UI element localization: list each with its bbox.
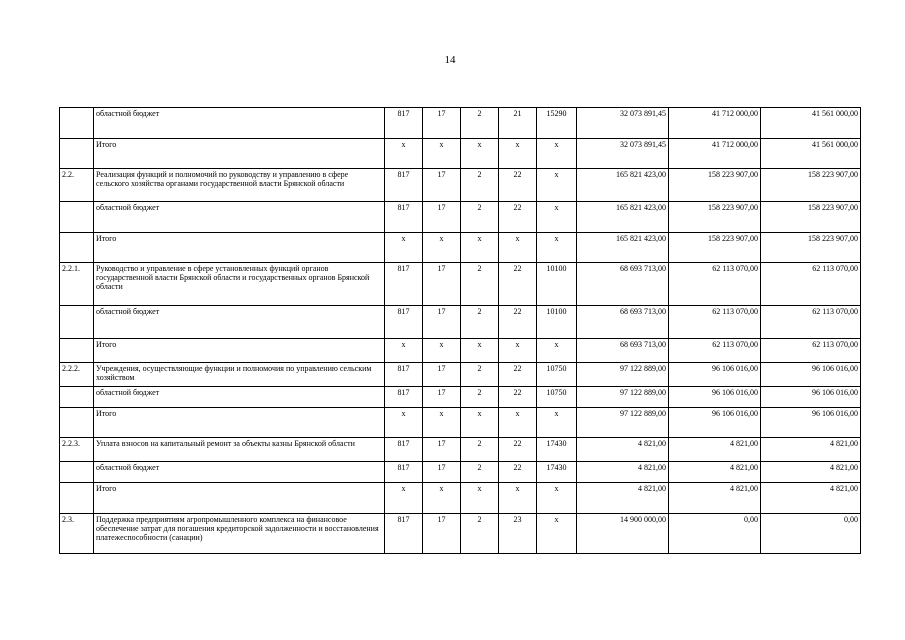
code-program-cell: х bbox=[423, 483, 461, 514]
table-row bbox=[60, 462, 861, 483]
code-subprogram-cell: х bbox=[461, 408, 499, 438]
code-main-event-cell: 22 bbox=[499, 462, 537, 483]
amount-year2-cell: 158 223 907,00 bbox=[669, 169, 761, 202]
code-grbs-cell: 817 bbox=[385, 462, 423, 483]
row-name-cell: областной бюджет bbox=[94, 202, 385, 233]
row-name-cell: Поддержка предприятиям агропромышленного комплекса на финансовое обеспечение затрат для погашения кредиторской задолженности и восстановления платежеспособности (санации) bbox=[94, 514, 385, 554]
code-main-event-cell: 22 bbox=[499, 387, 537, 408]
code-main-event-cell: 22 bbox=[499, 263, 537, 306]
code-subprogram-cell: 2 bbox=[461, 438, 499, 462]
row-number-cell bbox=[60, 202, 94, 233]
code-grbs-cell: 817 bbox=[385, 438, 423, 462]
row-name-cell: областной бюджет bbox=[94, 387, 385, 408]
amount-year2-cell: 62 113 070,00 bbox=[669, 339, 761, 363]
code-program-cell: 17 bbox=[423, 363, 461, 387]
amount-year1-cell: 165 821 423,00 bbox=[577, 233, 669, 263]
table-row bbox=[60, 108, 861, 139]
amount-year1-cell: 97 122 889,00 bbox=[577, 363, 669, 387]
row-number-cell bbox=[60, 483, 94, 514]
code-main-event-cell: 22 bbox=[499, 202, 537, 233]
code-grbs-cell: 817 bbox=[385, 363, 423, 387]
code-main-event-cell: х bbox=[499, 408, 537, 438]
code-program-cell: х bbox=[423, 233, 461, 263]
row-number-cell: 2.3. bbox=[60, 514, 94, 554]
amount-year2-cell: 158 223 907,00 bbox=[669, 233, 761, 263]
amount-year2-cell: 0,00 bbox=[669, 514, 761, 554]
code-direction-cell: 17430 bbox=[537, 462, 577, 483]
row-name-cell: Реализация функций и полномочий по руководству и управлению в сфере сельского хозяйства органами государственной власти Брянской области bbox=[94, 169, 385, 202]
code-direction-cell: х bbox=[537, 233, 577, 263]
amount-year1-cell: 14 900 000,00 bbox=[577, 514, 669, 554]
code-grbs-cell: 817 bbox=[385, 202, 423, 233]
amount-year2-cell: 41 712 000,00 bbox=[669, 139, 761, 169]
code-main-event-cell: х bbox=[499, 339, 537, 363]
code-subprogram-cell: 2 bbox=[461, 306, 499, 339]
code-program-cell: х bbox=[423, 339, 461, 363]
budget-table bbox=[59, 107, 861, 554]
code-grbs-cell: х bbox=[385, 408, 423, 438]
amount-year3-cell: 41 561 000,00 bbox=[761, 139, 861, 169]
code-grbs-cell: 817 bbox=[385, 263, 423, 306]
table-row bbox=[60, 202, 861, 233]
amount-year3-cell: 62 113 070,00 bbox=[761, 306, 861, 339]
row-number-cell bbox=[60, 306, 94, 339]
row-name-cell: Итого bbox=[94, 408, 385, 438]
code-program-cell: х bbox=[423, 408, 461, 438]
amount-year1-cell: 32 073 891,45 bbox=[577, 108, 669, 139]
row-number-cell bbox=[60, 233, 94, 263]
code-subprogram-cell: х bbox=[461, 233, 499, 263]
code-main-event-cell: 22 bbox=[499, 169, 537, 202]
row-number-cell bbox=[60, 339, 94, 363]
amount-year2-cell: 96 106 016,00 bbox=[669, 408, 761, 438]
code-main-event-cell: 22 bbox=[499, 306, 537, 339]
code-grbs-cell: 817 bbox=[385, 169, 423, 202]
amount-year3-cell: 62 113 070,00 bbox=[761, 339, 861, 363]
amount-year2-cell: 158 223 907,00 bbox=[669, 202, 761, 233]
code-main-event-cell: 21 bbox=[499, 108, 537, 139]
code-grbs-cell: 817 bbox=[385, 514, 423, 554]
code-subprogram-cell: х bbox=[461, 139, 499, 169]
code-program-cell: 17 bbox=[423, 169, 461, 202]
code-program-cell: 17 bbox=[423, 202, 461, 233]
table-row bbox=[60, 306, 861, 339]
row-name-cell: Итого bbox=[94, 233, 385, 263]
row-name-cell: Уплата взносов на капитальный ремонт за объекты казны Брянской области bbox=[94, 438, 385, 462]
amount-year1-cell: 4 821,00 bbox=[577, 462, 669, 483]
code-program-cell: 17 bbox=[423, 108, 461, 139]
code-grbs-cell: х bbox=[385, 483, 423, 514]
code-main-event-cell: 22 bbox=[499, 363, 537, 387]
table-row bbox=[60, 139, 861, 169]
code-direction-cell: х bbox=[537, 139, 577, 169]
amount-year3-cell: 158 223 907,00 bbox=[761, 202, 861, 233]
amount-year2-cell: 41 712 000,00 bbox=[669, 108, 761, 139]
row-number-cell bbox=[60, 139, 94, 169]
amount-year3-cell: 4 821,00 bbox=[761, 462, 861, 483]
row-number-cell bbox=[60, 408, 94, 438]
amount-year3-cell: 41 561 000,00 bbox=[761, 108, 861, 139]
row-name-cell: Учреждения, осуществляющие функции и полномочия по управлению сельским хозяйством bbox=[94, 363, 385, 387]
amount-year2-cell: 4 821,00 bbox=[669, 438, 761, 462]
code-program-cell: 17 bbox=[423, 438, 461, 462]
code-program-cell: 17 bbox=[423, 263, 461, 306]
code-direction-cell: х bbox=[537, 408, 577, 438]
amount-year1-cell: 4 821,00 bbox=[577, 438, 669, 462]
code-direction-cell: х bbox=[537, 339, 577, 363]
amount-year2-cell: 62 113 070,00 bbox=[669, 263, 761, 306]
amount-year1-cell: 97 122 889,00 bbox=[577, 387, 669, 408]
code-subprogram-cell: 2 bbox=[461, 387, 499, 408]
code-subprogram-cell: 2 bbox=[461, 263, 499, 306]
code-subprogram-cell: 2 bbox=[461, 202, 499, 233]
table-row bbox=[60, 387, 861, 408]
amount-year2-cell: 96 106 016,00 bbox=[669, 363, 761, 387]
row-number-cell: 2.2.2. bbox=[60, 363, 94, 387]
code-direction-cell: 17430 bbox=[537, 438, 577, 462]
table-row bbox=[60, 263, 861, 306]
amount-year3-cell: 96 106 016,00 bbox=[761, 363, 861, 387]
amount-year3-cell: 4 821,00 bbox=[761, 483, 861, 514]
code-subprogram-cell: 2 bbox=[461, 363, 499, 387]
code-subprogram-cell: 2 bbox=[461, 514, 499, 554]
amount-year3-cell: 0,00 bbox=[761, 514, 861, 554]
code-grbs-cell: х bbox=[385, 139, 423, 169]
amount-year3-cell: 158 223 907,00 bbox=[761, 233, 861, 263]
table-row bbox=[60, 483, 861, 514]
code-subprogram-cell: х bbox=[461, 339, 499, 363]
code-program-cell: 17 bbox=[423, 387, 461, 408]
row-name-cell: Итого bbox=[94, 483, 385, 514]
amount-year2-cell: 4 821,00 bbox=[669, 483, 761, 514]
row-number-cell bbox=[60, 462, 94, 483]
code-direction-cell: 15290 bbox=[537, 108, 577, 139]
page-number: 14 bbox=[444, 54, 456, 66]
amount-year3-cell: 96 106 016,00 bbox=[761, 387, 861, 408]
amount-year2-cell: 96 106 016,00 bbox=[669, 387, 761, 408]
row-number-cell bbox=[60, 108, 94, 139]
code-direction-cell: 10750 bbox=[537, 387, 577, 408]
amount-year2-cell: 62 113 070,00 bbox=[669, 306, 761, 339]
code-direction-cell: х bbox=[537, 483, 577, 514]
amount-year3-cell: 96 106 016,00 bbox=[761, 408, 861, 438]
row-name-cell: Итого bbox=[94, 139, 385, 169]
row-name-cell: областной бюджет bbox=[94, 462, 385, 483]
table-row bbox=[60, 514, 861, 554]
row-number-cell: 2.2.1. bbox=[60, 263, 94, 306]
amount-year3-cell: 4 821,00 bbox=[761, 438, 861, 462]
table-row bbox=[60, 438, 861, 462]
code-direction-cell: 10750 bbox=[537, 363, 577, 387]
table-row bbox=[60, 233, 861, 263]
code-main-event-cell: х bbox=[499, 483, 537, 514]
row-number-cell: 2.2.3. bbox=[60, 438, 94, 462]
row-name-cell: областной бюджет bbox=[94, 108, 385, 139]
table-row bbox=[60, 169, 861, 202]
amount-year1-cell: 32 073 891,45 bbox=[577, 139, 669, 169]
code-subprogram-cell: х bbox=[461, 483, 499, 514]
code-main-event-cell: 23 bbox=[499, 514, 537, 554]
table-row bbox=[60, 339, 861, 363]
row-name-cell: Итого bbox=[94, 339, 385, 363]
table-row bbox=[60, 408, 861, 438]
amount-year1-cell: 68 693 713,00 bbox=[577, 306, 669, 339]
row-name-cell: областной бюджет bbox=[94, 306, 385, 339]
code-program-cell: 17 bbox=[423, 306, 461, 339]
code-grbs-cell: 817 bbox=[385, 387, 423, 408]
code-direction-cell: х bbox=[537, 202, 577, 233]
code-program-cell: х bbox=[423, 139, 461, 169]
row-number-cell bbox=[60, 387, 94, 408]
code-grbs-cell: 817 bbox=[385, 108, 423, 139]
code-direction-cell: 10100 bbox=[537, 263, 577, 306]
code-direction-cell: х bbox=[537, 514, 577, 554]
amount-year1-cell: 4 821,00 bbox=[577, 483, 669, 514]
code-main-event-cell: х bbox=[499, 233, 537, 263]
code-main-event-cell: х bbox=[499, 139, 537, 169]
amount-year1-cell: 68 693 713,00 bbox=[577, 263, 669, 306]
code-subprogram-cell: 2 bbox=[461, 462, 499, 483]
amount-year3-cell: 62 113 070,00 bbox=[761, 263, 861, 306]
amount-year1-cell: 165 821 423,00 bbox=[577, 169, 669, 202]
amount-year1-cell: 165 821 423,00 bbox=[577, 202, 669, 233]
code-grbs-cell: х bbox=[385, 339, 423, 363]
code-direction-cell: х bbox=[537, 169, 577, 202]
amount-year3-cell: 158 223 907,00 bbox=[761, 169, 861, 202]
table-row bbox=[60, 363, 861, 387]
row-number-cell: 2.2. bbox=[60, 169, 94, 202]
code-grbs-cell: 817 bbox=[385, 306, 423, 339]
amount-year2-cell: 4 821,00 bbox=[669, 462, 761, 483]
code-subprogram-cell: 2 bbox=[461, 108, 499, 139]
code-subprogram-cell: 2 bbox=[461, 169, 499, 202]
amount-year1-cell: 68 693 713,00 bbox=[577, 339, 669, 363]
row-name-cell: Руководство и управление в сфере установленных функций органов государственной власти Брянской области и государственных органов Брянской области bbox=[94, 263, 385, 306]
amount-year1-cell: 97 122 889,00 bbox=[577, 408, 669, 438]
code-main-event-cell: 22 bbox=[499, 438, 537, 462]
code-direction-cell: 10100 bbox=[537, 306, 577, 339]
code-program-cell: 17 bbox=[423, 514, 461, 554]
code-grbs-cell: х bbox=[385, 233, 423, 263]
code-program-cell: 17 bbox=[423, 462, 461, 483]
